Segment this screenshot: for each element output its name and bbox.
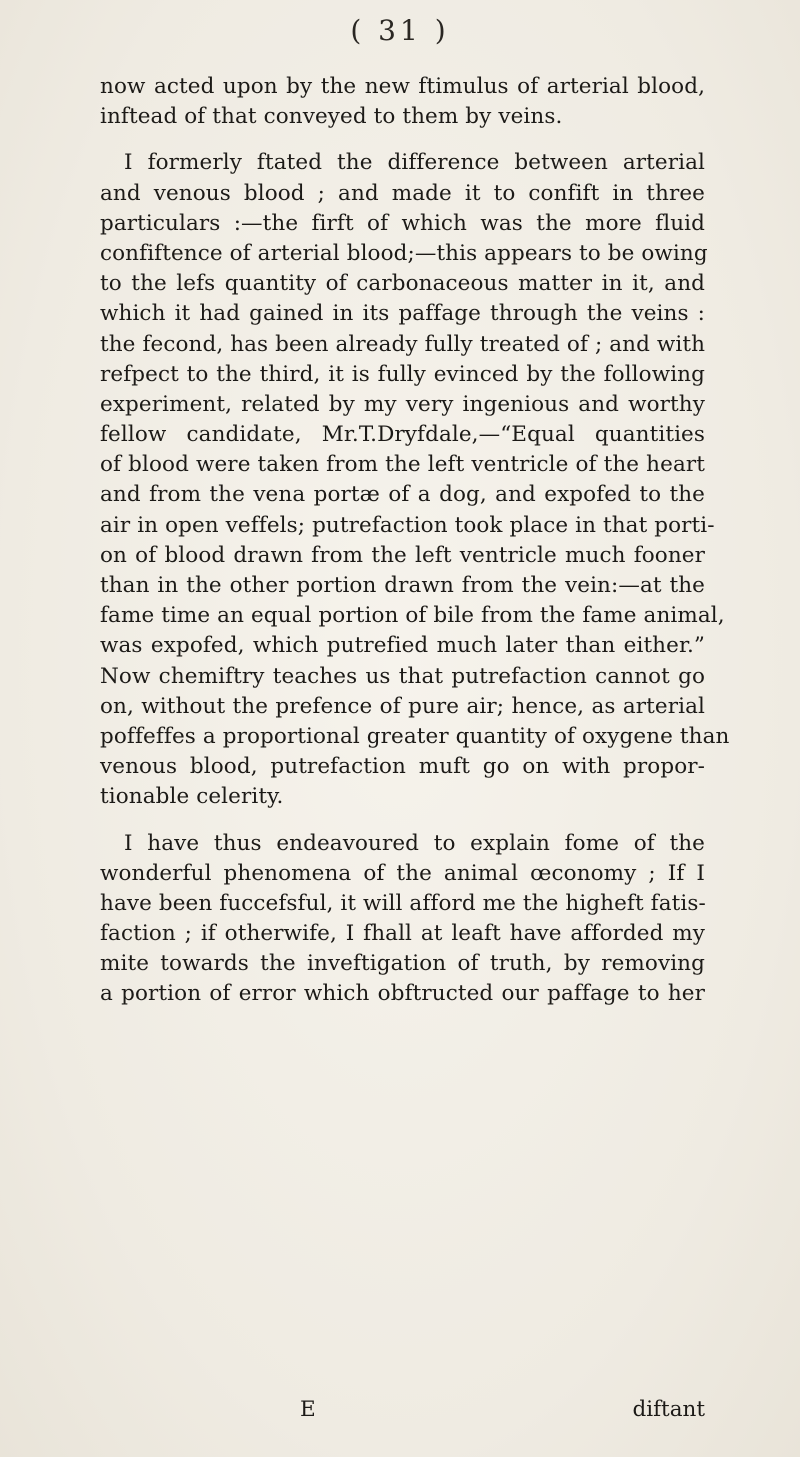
text-line: a portion of error which obftructed our paffage to her [100,981,705,1007]
text-line: experiment, related by my very ingenious and worthy [100,391,705,417]
text-line: tionable celerity. [100,784,284,810]
text-line: on of blood drawn from the left ventricle much fooner [100,542,705,568]
text-line: now acted upon by the new ftimulus of arterial blood, [100,74,705,99]
paragraph-1 [100,72,705,132]
text-line: fame time an equal portion of bile from the fame animal, [100,603,725,629]
text-line: the fecond, has been already fully treated of ; and with [100,331,706,357]
paragraph-2 [100,148,730,812]
text-line: of blood were taken from the left ventricle of the heart [100,452,705,478]
text-line: I formerly ftated the difference between arterial [124,150,705,176]
text-line: was expofed, which putrefied much later than either.” [100,633,705,659]
text-line: poffeffes a proportional greater quantity of oxygene than [100,723,730,749]
text-line: venous blood, putrefaction muft go on with propor- [100,754,705,780]
text-line: and venous blood ; and made it to confift in three [100,180,705,206]
page-footer [100,1395,705,1425]
paragraph-3 [100,829,705,1010]
text-line: fellow candidate, Mr.T.Dryfdale,—“Equal quantities [100,422,705,448]
body-text [100,72,730,1026]
text-line: have been fuccefsful, it will afford me the higheft fatis- [100,890,706,916]
signature-mark: E [300,1397,316,1422]
text-line: mite towards the inveftigation of truth, by removing [100,951,705,977]
text-line: on, without the prefence of pure air; hence, as arterial [100,693,705,719]
text-line: refpect to the third, it is fully evinced by the following [100,361,705,387]
text-line: than in the other portion drawn from the vein:—at the [100,573,705,598]
text-line: and from the vena portæ of a dog, and expofed to the [100,482,705,508]
page-number: ( 31 ) [350,14,450,47]
text-line: inftead of that conveyed to them by veins. [100,104,563,130]
text-line: confiftence of arterial blood;—this appears to be owing [100,240,708,266]
text-line: to the lefs quantity of carbonaceous matter in it, and [100,271,705,297]
text-line: which it had gained in its paffage through the veins : [100,301,705,327]
text-line: particulars :—the firft of which was the more fluid [100,210,705,236]
catchword: diftant [632,1397,705,1422]
text-line: air in open veffels; putrefaction took place in that porti- [100,512,715,538]
text-line: faction ; if otherwife, I fhall at leaft have afforded my [100,921,705,947]
text-line: I have thus endeavoured to explain fome of the [124,830,705,856]
text-line: Now chemiftry teaches us that putrefaction cannot go [100,663,705,689]
text-line: wonderful phenomena of the animal œconomy ; If I [100,860,705,886]
